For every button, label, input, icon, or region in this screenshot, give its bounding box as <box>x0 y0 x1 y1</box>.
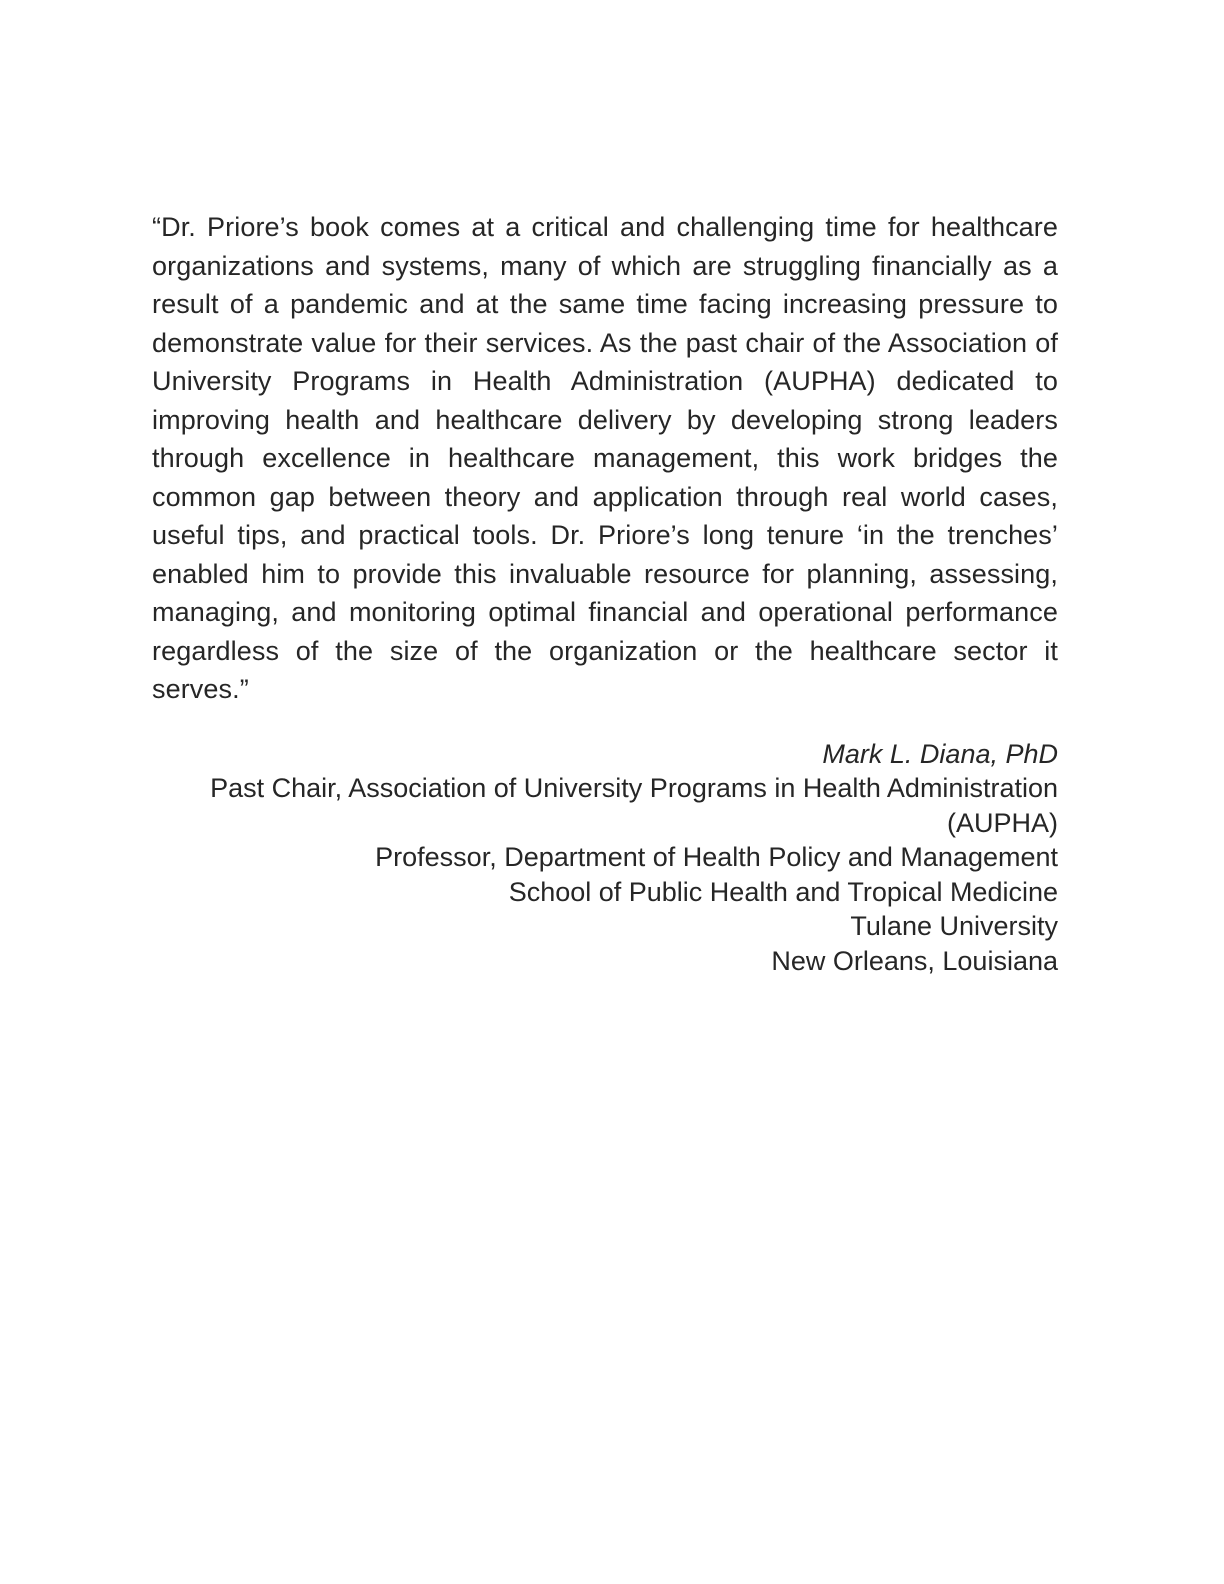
endorsement-content <box>152 208 1058 978</box>
attribution-title-line: New Orleans, Louisiana <box>771 945 1058 976</box>
attribution-block <box>152 737 1058 979</box>
attribution-title-line: School of Public Health and Tropical Medicine <box>508 876 1058 907</box>
attribution-title-line: Past Chair, Association of University Programs in Health Administration (AUPHA) <box>210 773 1058 838</box>
attribution-name: Mark L. Diana, PhD <box>822 738 1058 769</box>
attribution-title-line: Tulane University <box>850 911 1058 941</box>
endorsement-quote: “Dr. Priore’s book comes at a critical and challenging time for healthcare organizations and systems, many of which are struggling financially as a result of a pandemic and at the same time facing increasing pressure to demonstrate value for their services. As the past chair of the Association of University Programs in Health Administration (AUPHA) dedicated to improving health and healthcare delivery by developing strong leaders through excellence in healthcare management, this work bridges the common gap between theory and application through real world cases, useful tips, and practical tools. Dr. Priore’s long tenure ‘in the trenches’ enabled him to provide this invaluable resource for planning, assessing, managing, and monitoring optimal financial and operational performance regardless of the size of the organization or the healthcare sector it serves.” <box>152 212 1058 704</box>
attribution-title-line: Professor, Department of Health Policy and Management <box>375 842 1058 872</box>
